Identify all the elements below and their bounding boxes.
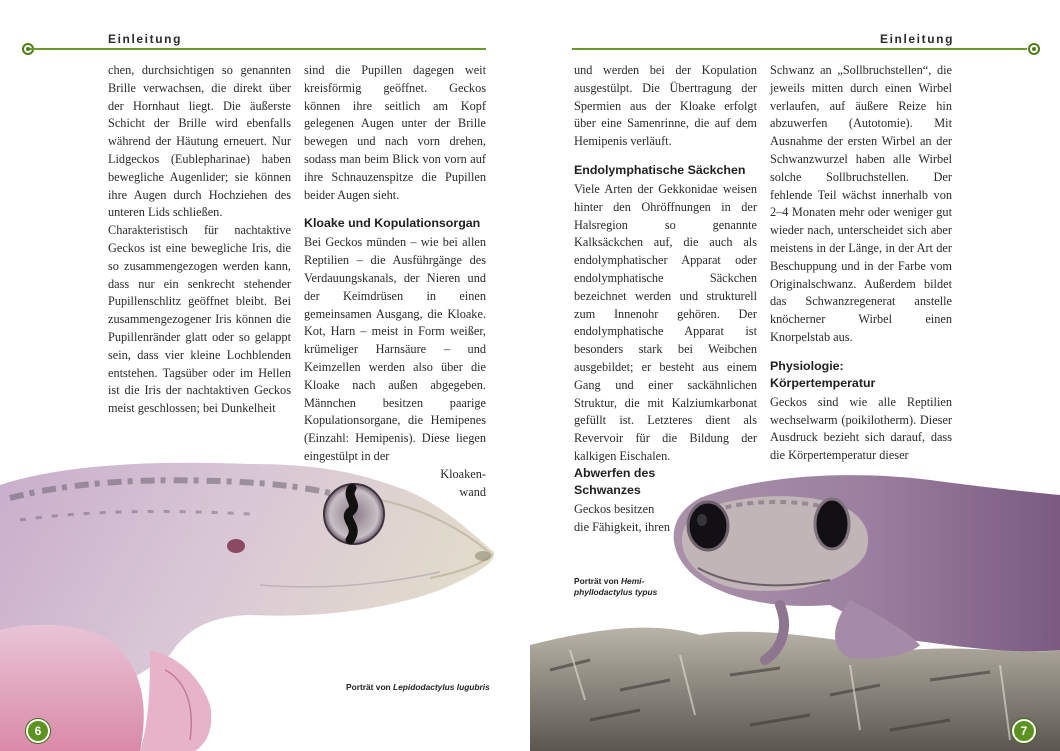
- left-column-2: [304, 62, 486, 501]
- header-rule: [572, 48, 1027, 50]
- paragraph: Geckos sind wie alle Reptilien wechselwarm (poikilotherm). Dieser Ausdruck bezieht sich darauf, dass die Körpertemperatur dieser: [770, 394, 952, 463]
- header-rule: [30, 48, 486, 50]
- paragraph-tail: Kloaken-: [440, 466, 486, 481]
- photo-caption: Porträt von Lepidodactylus lugubris: [346, 682, 490, 692]
- paragraph: Schwanz an „Sollbruchstellen“, die jeweils mitten durch einen Wirbel verlaufen, auf äußere Reize hin abzuwerfen (Autotomie). Mit Ausnahme der ersten Wirbel an der Schwanzwurzel haben alle Wirbel solche Sollbruchstellen. Der fehlende Teil wächst innerhalb von 2–4 Monaten mehr oder weniger gut wieder nach, unterscheidet sich aber meistens in der Länge, in der Art der Beschuppung und in der Farbe vom Originalschwanz. Außerdem bildet das Schwanzregenerat anstelle knöcherner Wirbel einen Knorpelstab aus.: [770, 63, 952, 344]
- paragraph: Viele Arten der Gekkonidae weisen hinter den Ohröffnungen in der Halsregion so genannte Kalksäckchen auf, die auch als endolymphatischer Apparat oder endolymphatische Säckchen bezeichnet werden und strukturell zum Innenohr gehören. Der endolymphatische Apparat ist besonders stark bei Weibchen ausgebildet; er besteht aus einem Gang und einer sackähnlichen Struktur, die mit Kalziumkarbonat gefüllt ist. Letzteres dient als Revervoir für die Bildung der kalkigen Eischalen.: [574, 181, 757, 463]
- paragraph: Bei Geckos münden – wie bei allen Reptilien – die Ausführgänge des Verdauungskanals, der Nieren und der Keimdrüsen in einen gemeinsamen Ausgang, die Kloake. Kot, Harn – meist in Form weißer, krümeliger Harnsäure – und Keimzellen werden also über die Kloake nach außen abgegeben. Männchen besitzen paarige Kopulationsorgane, die Hemipenes (Einzahl: Hemipenis). Diese liegen eingestülpt in der: [304, 235, 486, 463]
- photo-caption: Porträt von Hemi- phyllodactylus typus: [574, 576, 658, 597]
- circle-marker-icon: [1028, 43, 1040, 55]
- right-page: [530, 0, 1060, 751]
- paragraph: sind die Pupillen dagegen weit kreisförmig geöffnet. Geckos können ihre seitlich am Kopf gelegenen Augen unter der Brille bewegen und nach vorn drehen, sodass man beim Blick von vorn auf ihre Schnauzenspitze die Pupillen beider Augen sieht.: [304, 63, 486, 202]
- page-number: 6: [26, 719, 50, 743]
- paragraph: Geckos besitzen die Fähigkeit, ihren: [574, 502, 670, 534]
- running-header: Einleitung: [880, 32, 954, 46]
- section-heading: Abwerfen des Schwanzes: [574, 466, 656, 497]
- page-number: 7: [1012, 719, 1036, 743]
- running-header: Einleitung: [108, 32, 182, 46]
- section-heading: Physiologie: Körpertemperatur: [770, 358, 876, 390]
- paragraph: und werden bei der Kopulation ausgestülpt. Die Übertragung der Spermien aus der Kloake erfolgt über eine Samenrinne, die auf dem Hemipenis verläuft.: [574, 63, 757, 149]
- right-column-1: [574, 62, 757, 466]
- tail-section: [574, 465, 670, 537]
- right-column-2: [770, 62, 952, 465]
- paragraph-tail: wand: [459, 484, 486, 499]
- section-heading: Kloake und Kopulationsorgan: [304, 216, 481, 231]
- left-column-1: [108, 62, 291, 418]
- paragraph: chen, durchsichtigen so genannten Brille verwachsen, die direkt über der Hornhaut liegt. Die äußerste Schicht der Brille wird ebenfalls während der Häutung erneuert. Nur Lidgeckos (Eublepharinae) haben bewegliche Augenlider; sie können ihre Augen durch Hochziehen des unteren Lids schließen.: [108, 63, 291, 220]
- paragraph: Charakteristisch für nachtaktive Geckos ist eine bewegliche Iris, die so zusammengezogen werden kann, dass nur ein senkrecht stehender Pupillenschlitz geöffnet bleibt. Bei zusammengezogener Iris können die Pupillenränder glatt oder so gelappt sein, dass vier kleine Lochblenden entstehen. Tagsüber oder im Hellen ist die Iris der nachtaktiven Geckos meist geschlossen; bei Dunkelheit: [108, 223, 291, 416]
- section-heading: Endolymphatische Säckchen: [574, 162, 746, 177]
